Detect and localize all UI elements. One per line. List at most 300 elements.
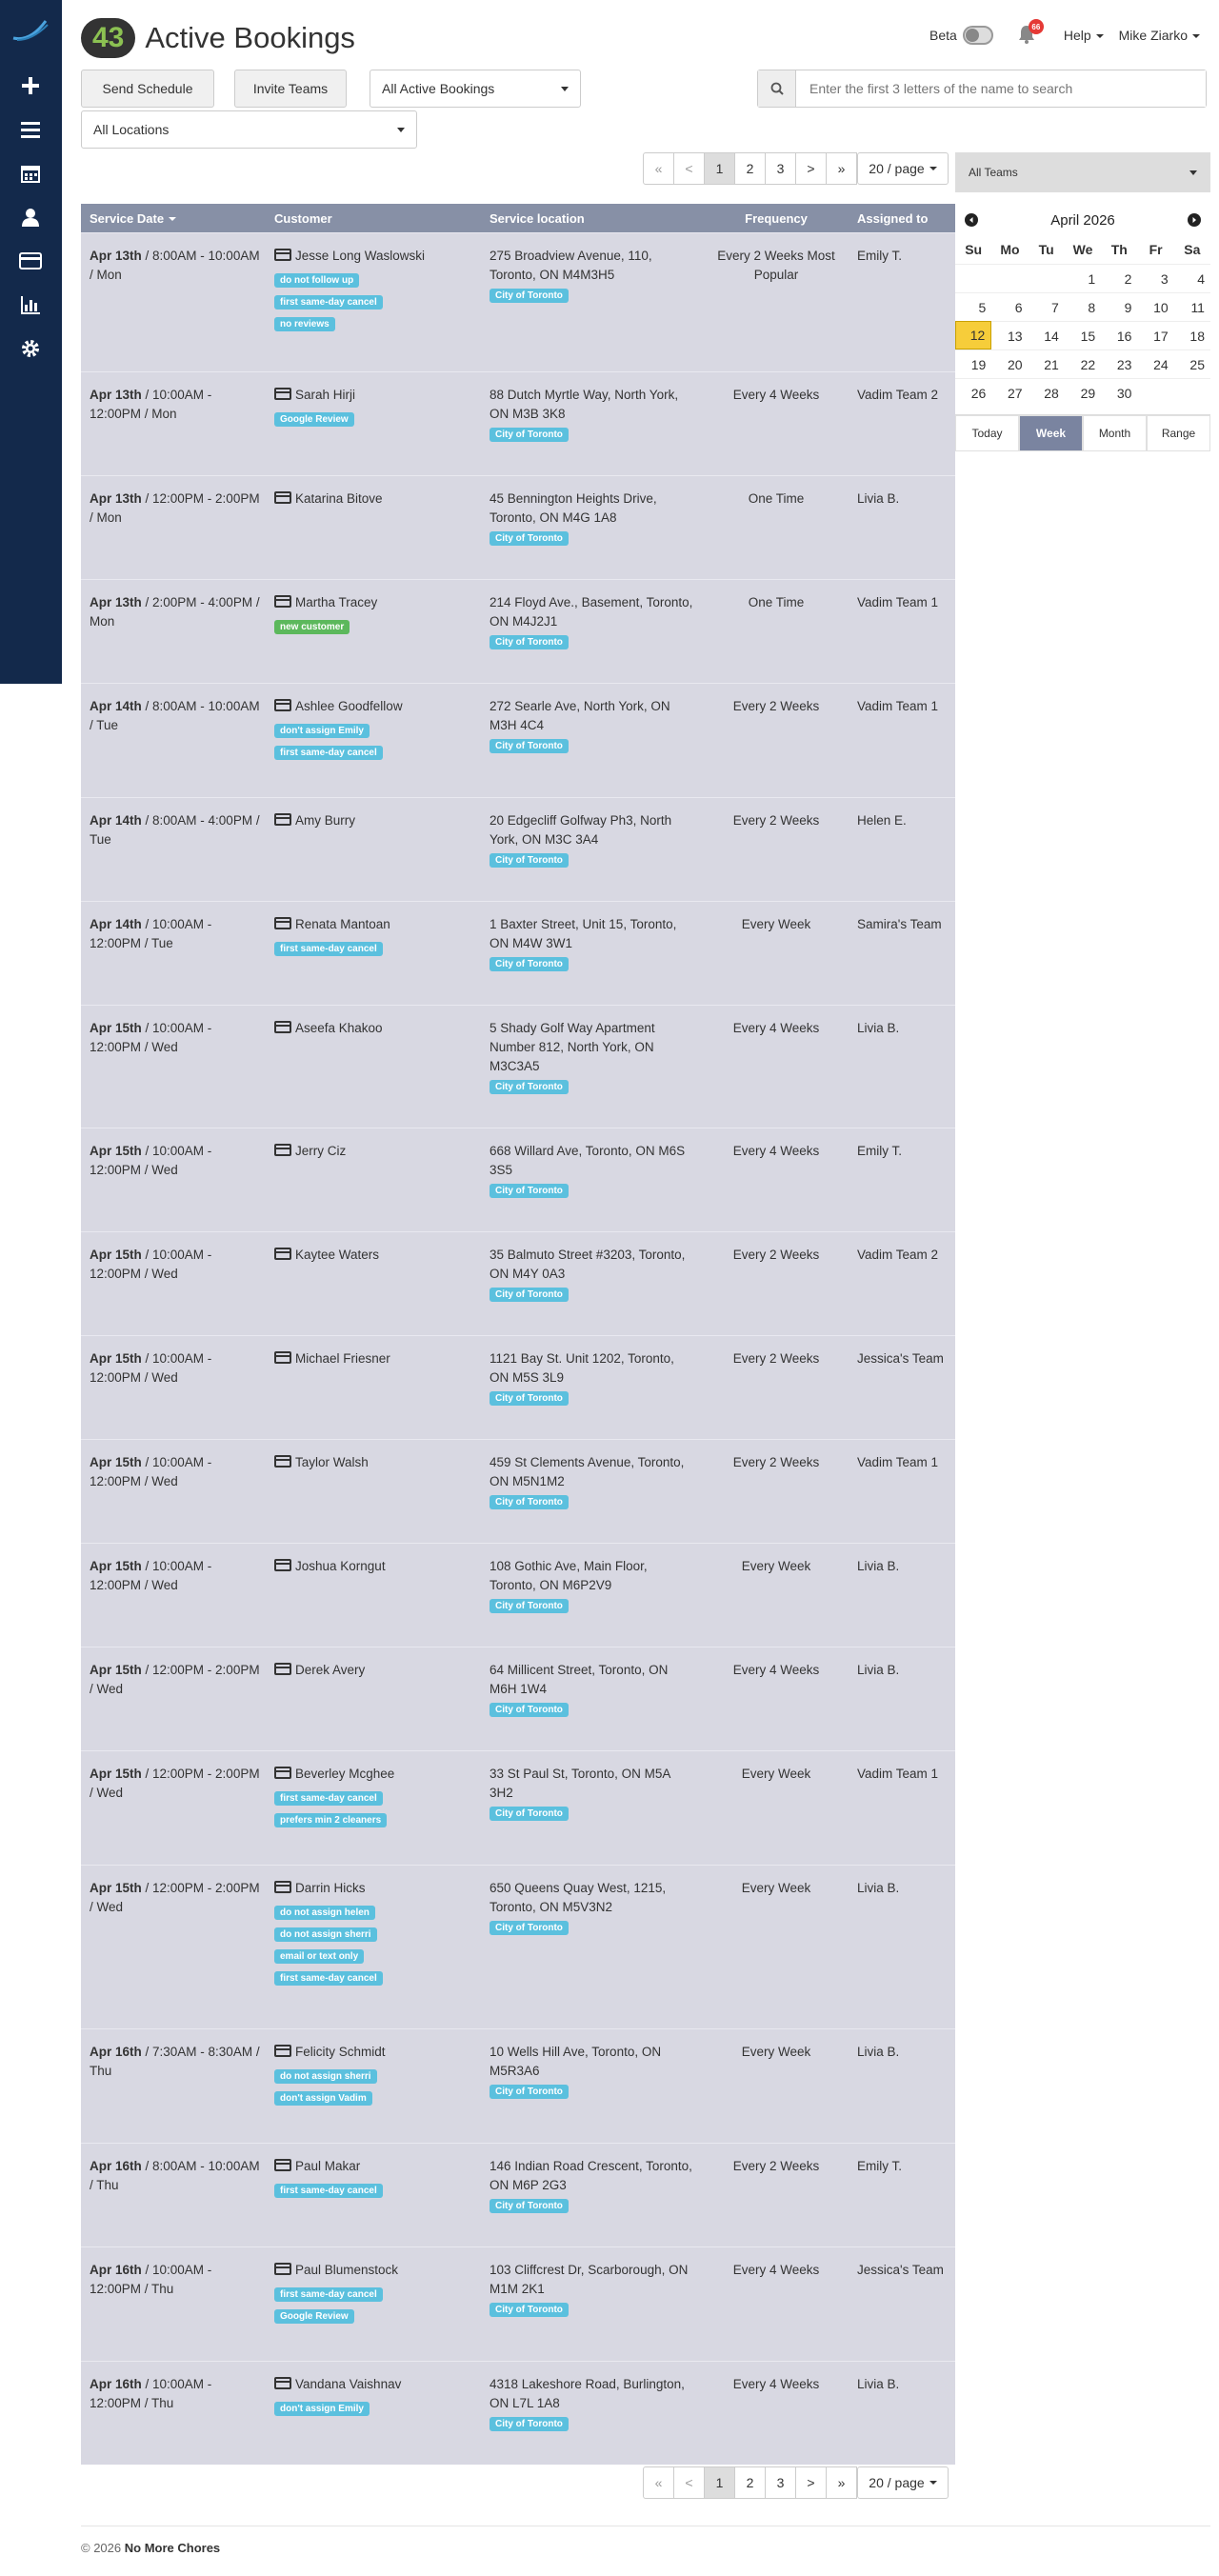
assigned-to-cell: Emily T. bbox=[857, 2159, 903, 2173]
credit-card-icon bbox=[274, 595, 291, 608]
frequency-cell: Every Week bbox=[741, 2045, 811, 2059]
chevron-down-icon bbox=[929, 167, 937, 170]
calendar-day[interactable]: 30 bbox=[1101, 378, 1137, 407]
table-body bbox=[81, 232, 955, 2465]
calendar-day[interactable]: 28 bbox=[1029, 378, 1065, 407]
frequency-cell: Every 2 Weeks Most Popular bbox=[717, 249, 835, 282]
table-row[interactable] bbox=[81, 1231, 955, 1335]
invite-teams-button[interactable]: Invite Teams bbox=[234, 70, 347, 108]
table-row[interactable] bbox=[81, 1543, 955, 1647]
assigned-to-cell: Vadim Team 1 bbox=[857, 1455, 939, 1469]
table-row[interactable] bbox=[81, 371, 955, 475]
customer-name[interactable]: Jesse Long Waslowski bbox=[295, 249, 426, 263]
customer-name-wrap bbox=[274, 1557, 481, 1576]
customer-tag: email or text only bbox=[274, 1949, 364, 1964]
table-row[interactable] bbox=[81, 901, 955, 1005]
calendar-day[interactable]: 8 bbox=[1065, 292, 1101, 321]
calendar-day[interactable]: 1 bbox=[1065, 264, 1101, 292]
calendar-weekday-label: Su bbox=[965, 242, 983, 257]
bookings-filter-value: All Active Bookings bbox=[382, 81, 495, 96]
customer-tags bbox=[274, 2280, 481, 2324]
customer-cell bbox=[274, 476, 490, 579]
bar-chart-icon[interactable] bbox=[17, 291, 44, 318]
calendar-day[interactable]: 6 bbox=[991, 292, 1028, 321]
service-location-cell bbox=[490, 2247, 705, 2361]
city-tag: City of Toronto bbox=[490, 428, 569, 442]
service-date: Apr 15th bbox=[90, 1248, 142, 1262]
customer-cell bbox=[274, 372, 490, 475]
service-date-cell bbox=[81, 1232, 274, 1335]
calendar-day[interactable]: 11 bbox=[1174, 292, 1210, 321]
table-row[interactable] bbox=[81, 579, 955, 683]
service-date: Apr 15th bbox=[90, 1455, 142, 1469]
city-tag: City of Toronto bbox=[490, 635, 569, 649]
city-tag: City of Toronto bbox=[490, 289, 569, 303]
prev-month-button[interactable] bbox=[965, 213, 978, 227]
bookings-table bbox=[81, 204, 955, 2465]
service-location-cell bbox=[490, 2029, 705, 2143]
credit-card-icon bbox=[274, 699, 291, 711]
service-location-cell bbox=[490, 902, 705, 1005]
list-icon[interactable] bbox=[17, 116, 44, 143]
calendar-day[interactable]: 26 bbox=[955, 378, 991, 407]
service-date: Apr 15th bbox=[90, 1559, 142, 1573]
table-row[interactable] bbox=[81, 232, 955, 371]
customer-cell bbox=[274, 1336, 490, 1439]
user-icon[interactable] bbox=[17, 204, 44, 230]
assigned-to-cell: Vadim Team 1 bbox=[857, 1767, 939, 1781]
customer-name-wrap bbox=[274, 2261, 481, 2280]
assigned-to-cell: Livia B. bbox=[857, 1663, 900, 1677]
frequency-cell: Every 2 Weeks bbox=[732, 1248, 820, 1262]
table-row[interactable] bbox=[81, 2028, 955, 2143]
customer-name[interactable]: Aseefa Khakoo bbox=[295, 1021, 383, 1035]
page-3-button[interactable]: 3 bbox=[765, 2466, 796, 2499]
customer-tag: prefers min 2 cleaners bbox=[274, 1813, 387, 1827]
column-header-assigned-to: Assigned to bbox=[857, 210, 929, 226]
calendar-day[interactable]: 15 bbox=[1065, 321, 1101, 349]
calendar-range-button[interactable]: Range bbox=[1147, 415, 1210, 451]
table-row[interactable] bbox=[81, 1335, 955, 1439]
table-row[interactable] bbox=[81, 1005, 955, 1128]
service-location-cell bbox=[490, 1336, 705, 1439]
service-date-cell bbox=[81, 476, 274, 579]
customer-name-wrap bbox=[274, 811, 481, 830]
locations-filter-select[interactable] bbox=[81, 110, 417, 149]
customer-name[interactable]: Renata Mantoan bbox=[295, 917, 390, 931]
service-date-cell bbox=[81, 1866, 274, 2028]
customer-tag: do not assign sherri bbox=[274, 1927, 377, 1942]
service-date: Apr 16th bbox=[90, 2377, 142, 2391]
customer-tags bbox=[274, 612, 481, 634]
frequency-cell: Every 4 Weeks bbox=[732, 2263, 820, 2277]
logo-icon[interactable] bbox=[11, 15, 50, 44]
table-row[interactable] bbox=[81, 1750, 955, 1865]
page-header bbox=[81, 17, 355, 59]
bookings-filter-select[interactable] bbox=[370, 70, 581, 108]
customer-name-wrap bbox=[274, 1879, 481, 1898]
service-location-cell bbox=[490, 580, 705, 683]
first-page-button[interactable]: « bbox=[643, 152, 674, 185]
customer-tag: first same-day cancel bbox=[274, 295, 383, 310]
customer-cell bbox=[274, 1440, 490, 1543]
calendar-day[interactable]: 27 bbox=[991, 378, 1028, 407]
calendar-week-button[interactable]: Week bbox=[1019, 415, 1083, 451]
table-row[interactable] bbox=[81, 2361, 955, 2465]
service-date: Apr 15th bbox=[90, 1881, 142, 1895]
customer-name[interactable]: Michael Friesner bbox=[295, 1351, 390, 1366]
calendar-day[interactable]: 5 bbox=[955, 292, 991, 321]
calendar-day-today[interactable]: 12 bbox=[955, 321, 991, 349]
calendar-day[interactable]: 24 bbox=[1137, 349, 1173, 378]
per-page-value: 20 / page bbox=[869, 2475, 925, 2490]
top-right-nav bbox=[929, 22, 1200, 46]
customer-tags bbox=[274, 266, 481, 331]
calendar-day[interactable]: 25 bbox=[1174, 349, 1210, 378]
service-date: Apr 14th bbox=[90, 813, 142, 828]
user-name: Mike Ziarko bbox=[1118, 28, 1188, 43]
service-date: Apr 14th bbox=[90, 917, 142, 931]
customer-name-wrap bbox=[274, 915, 481, 934]
locations-filter-value: All Locations bbox=[93, 122, 170, 137]
credit-card-icon bbox=[274, 1663, 291, 1675]
service-time: / 10:00AM - 12:00PM / Wed bbox=[90, 1559, 212, 1592]
customer-cell bbox=[274, 1647, 490, 1750]
customer-cell bbox=[274, 233, 490, 371]
calendar-day[interactable]: 29 bbox=[1065, 378, 1101, 407]
service-address: 650 Queens Quay West, 1215, Toronto, ON M5V3N2 bbox=[490, 1881, 667, 1914]
city-tag: City of Toronto bbox=[490, 957, 569, 971]
calendar-header bbox=[955, 205, 1210, 235]
customer-name[interactable]: Paul Blumenstock bbox=[295, 2263, 399, 2277]
customer-name[interactable]: Ashlee Goodfellow bbox=[295, 699, 403, 713]
customer-cell bbox=[274, 2144, 490, 2247]
sort-down-icon bbox=[169, 217, 176, 221]
customer-name-wrap bbox=[274, 2375, 481, 2394]
service-time: / 12:00PM - 2:00PM / Mon bbox=[90, 491, 260, 525]
assigned-to-cell: Vadim Team 2 bbox=[857, 1248, 939, 1262]
service-time: / 10:00AM - 12:00PM / Thu bbox=[90, 2263, 212, 2296]
calendar-month-button[interactable]: Month bbox=[1083, 415, 1147, 451]
frequency-cell: Every 4 Weeks bbox=[732, 1144, 820, 1158]
customer-name[interactable]: Derek Avery bbox=[295, 1663, 366, 1677]
customer-name-wrap bbox=[274, 1246, 481, 1265]
page-3-button[interactable]: 3 bbox=[765, 152, 796, 185]
calendar-empty-cell bbox=[1029, 264, 1065, 292]
beta-label: Beta bbox=[929, 28, 957, 43]
footer bbox=[81, 2541, 220, 2555]
customer-tag: first same-day cancel bbox=[274, 2287, 383, 2302]
service-date: Apr 15th bbox=[90, 1021, 142, 1035]
user-menu[interactable] bbox=[1119, 28, 1200, 43]
search-icon bbox=[758, 70, 796, 107]
calendar-day[interactable]: 23 bbox=[1101, 349, 1137, 378]
gear-icon[interactable] bbox=[17, 335, 44, 362]
service-time: / 8:00AM - 10:00AM / Thu bbox=[90, 2159, 260, 2192]
chevron-down-icon bbox=[397, 128, 405, 132]
customer-tag: first same-day cancel bbox=[274, 746, 383, 760]
calendar-day[interactable]: 2 bbox=[1101, 264, 1137, 292]
customer-tag: do not assign helen bbox=[274, 1906, 375, 1920]
service-date: Apr 16th bbox=[90, 2159, 142, 2173]
customer-name-wrap bbox=[274, 697, 481, 716]
assigned-to-cell: Livia B. bbox=[857, 491, 900, 506]
customer-name-wrap bbox=[274, 247, 481, 266]
service-time: / 10:00AM - 12:00PM / Mon bbox=[90, 388, 212, 421]
calendar-day[interactable]: 10 bbox=[1137, 292, 1173, 321]
last-page-button[interactable]: » bbox=[826, 152, 857, 185]
footer-copyright: © 2026 bbox=[81, 2541, 122, 2555]
customer-name-wrap bbox=[274, 1661, 481, 1680]
service-time: / 12:00PM - 2:00PM / Wed bbox=[90, 1767, 260, 1800]
service-location-cell bbox=[490, 1751, 705, 1865]
page-2-button[interactable]: 2 bbox=[734, 2466, 766, 2499]
last-page-button[interactable]: » bbox=[826, 2466, 857, 2499]
assigned-to-cell: Livia B. bbox=[857, 1021, 900, 1035]
city-tag: City of Toronto bbox=[490, 1080, 569, 1094]
customer-name[interactable]: Joshua Korngut bbox=[295, 1559, 386, 1573]
calendar-empty-cell bbox=[991, 264, 1028, 292]
service-time: / 10:00AM - 12:00PM / Wed bbox=[90, 1021, 212, 1054]
frequency-cell: Every Week bbox=[741, 917, 811, 931]
first-page-button[interactable]: « bbox=[643, 2466, 674, 2499]
customer-tag: first same-day cancel bbox=[274, 1971, 383, 1986]
service-time: / 10:00AM - 12:00PM / Tue bbox=[90, 917, 212, 950]
calendar-day[interactable]: 7 bbox=[1029, 292, 1065, 321]
service-time: / 8:00AM - 4:00PM / Tue bbox=[90, 813, 260, 847]
chevron-left-icon bbox=[968, 216, 975, 224]
frequency-cell: Every 4 Weeks bbox=[732, 1663, 820, 1677]
service-time: / 10:00AM - 12:00PM / Wed bbox=[90, 1144, 212, 1177]
service-date-cell bbox=[81, 2144, 274, 2247]
customer-name[interactable]: Taylor Walsh bbox=[295, 1455, 369, 1469]
assigned-to-cell: Livia B. bbox=[857, 2045, 900, 2059]
city-tag: City of Toronto bbox=[490, 853, 569, 868]
notifications-button[interactable] bbox=[1018, 22, 1041, 46]
city-tag: City of Toronto bbox=[490, 1599, 569, 1613]
calendar-day[interactable]: 4 bbox=[1174, 264, 1210, 292]
customer-name-wrap bbox=[274, 1349, 481, 1368]
customer-tag: do not assign sherri bbox=[274, 2069, 377, 2084]
beta-toggle[interactable] bbox=[963, 26, 993, 45]
customer-cell bbox=[274, 1544, 490, 1647]
service-date-cell bbox=[81, 902, 274, 1005]
frequency-cell: One Time bbox=[748, 491, 805, 506]
calendar-day[interactable]: 3 bbox=[1137, 264, 1173, 292]
customer-tags bbox=[274, 934, 481, 956]
per-page-select[interactable] bbox=[857, 2466, 949, 2499]
customer-tags bbox=[274, 716, 481, 760]
frequency-cell: Every 4 Weeks bbox=[732, 2377, 820, 2391]
calendar-day[interactable]: 13 bbox=[991, 321, 1028, 349]
customer-name[interactable]: Beverley Mcghee bbox=[295, 1767, 395, 1781]
customer-name[interactable]: Amy Burry bbox=[295, 813, 356, 828]
customer-name[interactable]: Kaytee Waters bbox=[295, 1248, 380, 1262]
assigned-to-cell: Vadim Team 1 bbox=[857, 699, 939, 713]
service-address: 5 Shady Golf Way Apartment Number 812, North York, ON M3C3A5 bbox=[490, 1021, 655, 1073]
customer-cell bbox=[274, 798, 490, 901]
service-address: 214 Floyd Ave., Basement, Toronto, ON M4J2J1 bbox=[490, 595, 693, 629]
credit-card-icon bbox=[274, 1881, 291, 1893]
service-date-cell bbox=[81, 372, 274, 475]
table-row[interactable] bbox=[81, 1647, 955, 1750]
customer-cell bbox=[274, 2362, 490, 2465]
city-tag: City of Toronto bbox=[490, 739, 569, 753]
customer-name-wrap bbox=[274, 386, 481, 405]
plus-icon[interactable] bbox=[17, 72, 44, 99]
calendar-day[interactable]: 16 bbox=[1101, 321, 1137, 349]
customer-name[interactable]: Vandana Vaishnav bbox=[295, 2377, 402, 2391]
calendar-day[interactable]: 19 bbox=[955, 349, 991, 378]
notification-count-badge: 66 bbox=[1029, 19, 1044, 34]
service-address: 33 St Paul St, Toronto, ON M5A 3H2 bbox=[490, 1767, 670, 1800]
pagination-bottom bbox=[643, 2466, 949, 2499]
table-row[interactable] bbox=[81, 2247, 955, 2361]
service-date: Apr 13th bbox=[90, 595, 142, 609]
customer-name[interactable]: Katarina Bitove bbox=[295, 491, 383, 506]
service-date-cell bbox=[81, 2362, 274, 2465]
calendar-icon[interactable] bbox=[17, 160, 44, 187]
service-time: / 2:00PM - 4:00PM / Mon bbox=[90, 595, 260, 629]
service-date-cell bbox=[81, 233, 274, 371]
customer-tags bbox=[274, 1898, 481, 1986]
calendar-weekday-label: We bbox=[1072, 242, 1093, 257]
credit-card-icon bbox=[274, 1767, 291, 1779]
customer-tag: don't assign Emily bbox=[274, 724, 370, 738]
table-row[interactable] bbox=[81, 683, 955, 797]
service-location-cell bbox=[490, 1647, 705, 1750]
next-month-button[interactable] bbox=[1188, 213, 1201, 227]
credit-card-icon bbox=[274, 2377, 291, 2389]
credit-card-icon bbox=[274, 2045, 291, 2057]
table-header bbox=[81, 204, 955, 232]
page-1-button[interactable]: 1 bbox=[704, 152, 735, 185]
customer-tags bbox=[274, 405, 481, 427]
prev-page-button[interactable]: < bbox=[673, 152, 705, 185]
service-address: 88 Dutch Myrtle Way, North York, ON M3B 3K8 bbox=[490, 388, 679, 421]
calendar-day[interactable]: 20 bbox=[991, 349, 1028, 378]
calendar-day[interactable]: 18 bbox=[1174, 321, 1210, 349]
frequency-cell: Every Week bbox=[741, 1559, 811, 1573]
frequency-cell: One Time bbox=[748, 595, 805, 609]
service-address: 35 Balmuto Street #3203, Toronto, ON M4Y 0A3 bbox=[490, 1248, 686, 1281]
assigned-to-cell: Emily T. bbox=[857, 249, 903, 263]
send-schedule-button[interactable]: Send Schedule bbox=[81, 70, 214, 108]
customer-cell bbox=[274, 1006, 490, 1128]
service-address: 1 Baxter Street, Unit 15, Toronto, ON M4W 3W1 bbox=[490, 917, 677, 950]
customer-tag: don't assign Vadim bbox=[274, 2091, 372, 2106]
calendar-day[interactable]: 21 bbox=[1029, 349, 1065, 378]
customer-name-wrap bbox=[274, 1142, 481, 1161]
service-location-cell bbox=[490, 1544, 705, 1647]
customer-cell bbox=[274, 1128, 490, 1231]
customer-name-wrap bbox=[274, 489, 481, 509]
service-location-cell bbox=[490, 1232, 705, 1335]
calendar-day[interactable]: 9 bbox=[1101, 292, 1137, 321]
customer-cell bbox=[274, 1232, 490, 1335]
service-date: Apr 13th bbox=[90, 249, 142, 263]
frequency-cell: Every Week bbox=[741, 1881, 811, 1895]
prev-page-button[interactable]: < bbox=[673, 2466, 705, 2499]
chevron-right-icon bbox=[1190, 216, 1198, 224]
search-input[interactable] bbox=[796, 70, 1206, 107]
table-row[interactable] bbox=[81, 1439, 955, 1543]
next-page-button[interactable]: > bbox=[795, 152, 827, 185]
customer-name[interactable]: Jerry Ciz bbox=[295, 1144, 347, 1158]
assigned-to-cell: Emily T. bbox=[857, 1144, 903, 1158]
service-location-cell bbox=[490, 2144, 705, 2247]
calendar-day[interactable]: 17 bbox=[1137, 321, 1173, 349]
help-menu[interactable] bbox=[1064, 28, 1104, 43]
service-address: 275 Broadview Avenue, 110, Toronto, ON M4M3H5 bbox=[490, 249, 652, 282]
customer-name[interactable]: Darrin Hicks bbox=[295, 1881, 366, 1895]
assigned-to-cell: Livia B. bbox=[857, 1559, 900, 1573]
column-header-service-date[interactable]: Service Date bbox=[81, 211, 274, 226]
customer-tags bbox=[274, 2176, 481, 2198]
credit-card-icon bbox=[274, 1455, 291, 1468]
city-tag: City of Toronto bbox=[490, 1921, 569, 1935]
customer-tags bbox=[274, 2394, 481, 2416]
service-date-cell bbox=[81, 1544, 274, 1647]
table-row[interactable] bbox=[81, 2143, 955, 2247]
customer-name[interactable]: Sarah Hirji bbox=[295, 388, 356, 402]
calendar-day[interactable]: 22 bbox=[1065, 349, 1101, 378]
service-address: 20 Edgecliff Golfway Ph3, North York, ON M3C 3A4 bbox=[490, 813, 672, 847]
service-date: Apr 16th bbox=[90, 2263, 142, 2277]
table-row[interactable] bbox=[81, 475, 955, 579]
service-address: 103 Cliffcrest Dr, Scarborough, ON M1M 2K1 bbox=[490, 2263, 689, 2296]
calendar-weekday-label: Mo bbox=[1000, 242, 1020, 257]
customer-name[interactable]: Felicity Schmidt bbox=[295, 2045, 386, 2059]
customer-tag: first same-day cancel bbox=[274, 942, 383, 956]
per-page-select[interactable] bbox=[857, 152, 949, 185]
customer-cell bbox=[274, 580, 490, 683]
table-row[interactable] bbox=[81, 1865, 955, 2028]
calendar-month-title: April 2026 bbox=[1050, 211, 1115, 229]
service-date-cell bbox=[81, 1128, 274, 1231]
service-date-cell bbox=[81, 1440, 274, 1543]
service-location-cell bbox=[490, 1006, 705, 1128]
service-location-cell bbox=[490, 1866, 705, 2028]
service-time: / 8:00AM - 10:00AM / Tue bbox=[90, 699, 260, 732]
credit-card-icon bbox=[274, 917, 291, 929]
service-date-cell bbox=[81, 1336, 274, 1439]
calendar-grid bbox=[955, 235, 1210, 407]
footer-company: No More Chores bbox=[124, 2541, 221, 2555]
calendar-today-button[interactable]: Today bbox=[955, 415, 1019, 451]
table-row[interactable] bbox=[81, 797, 955, 901]
service-location-cell bbox=[490, 2362, 705, 2465]
credit-card-icon[interactable] bbox=[17, 248, 44, 274]
search-box bbox=[757, 70, 1207, 108]
calendar-weekday-label: Sa bbox=[1184, 242, 1201, 257]
calendar-day[interactable]: 14 bbox=[1029, 321, 1065, 349]
customer-name[interactable]: Martha Tracey bbox=[295, 595, 378, 609]
customer-cell bbox=[274, 2247, 490, 2361]
service-date-cell bbox=[81, 684, 274, 797]
table-row[interactable] bbox=[81, 1128, 955, 1231]
teams-filter-select[interactable] bbox=[955, 152, 1210, 192]
customer-name[interactable]: Paul Makar bbox=[295, 2159, 361, 2173]
next-page-button[interactable]: > bbox=[795, 2466, 827, 2499]
page-1-button[interactable]: 1 bbox=[704, 2466, 735, 2499]
city-tag: City of Toronto bbox=[490, 531, 569, 546]
city-tag: City of Toronto bbox=[490, 1184, 569, 1198]
page-2-button[interactable]: 2 bbox=[734, 152, 766, 185]
city-tag: City of Toronto bbox=[490, 1391, 569, 1406]
customer-tags bbox=[274, 2062, 481, 2106]
customer-name-wrap bbox=[274, 1765, 481, 1784]
